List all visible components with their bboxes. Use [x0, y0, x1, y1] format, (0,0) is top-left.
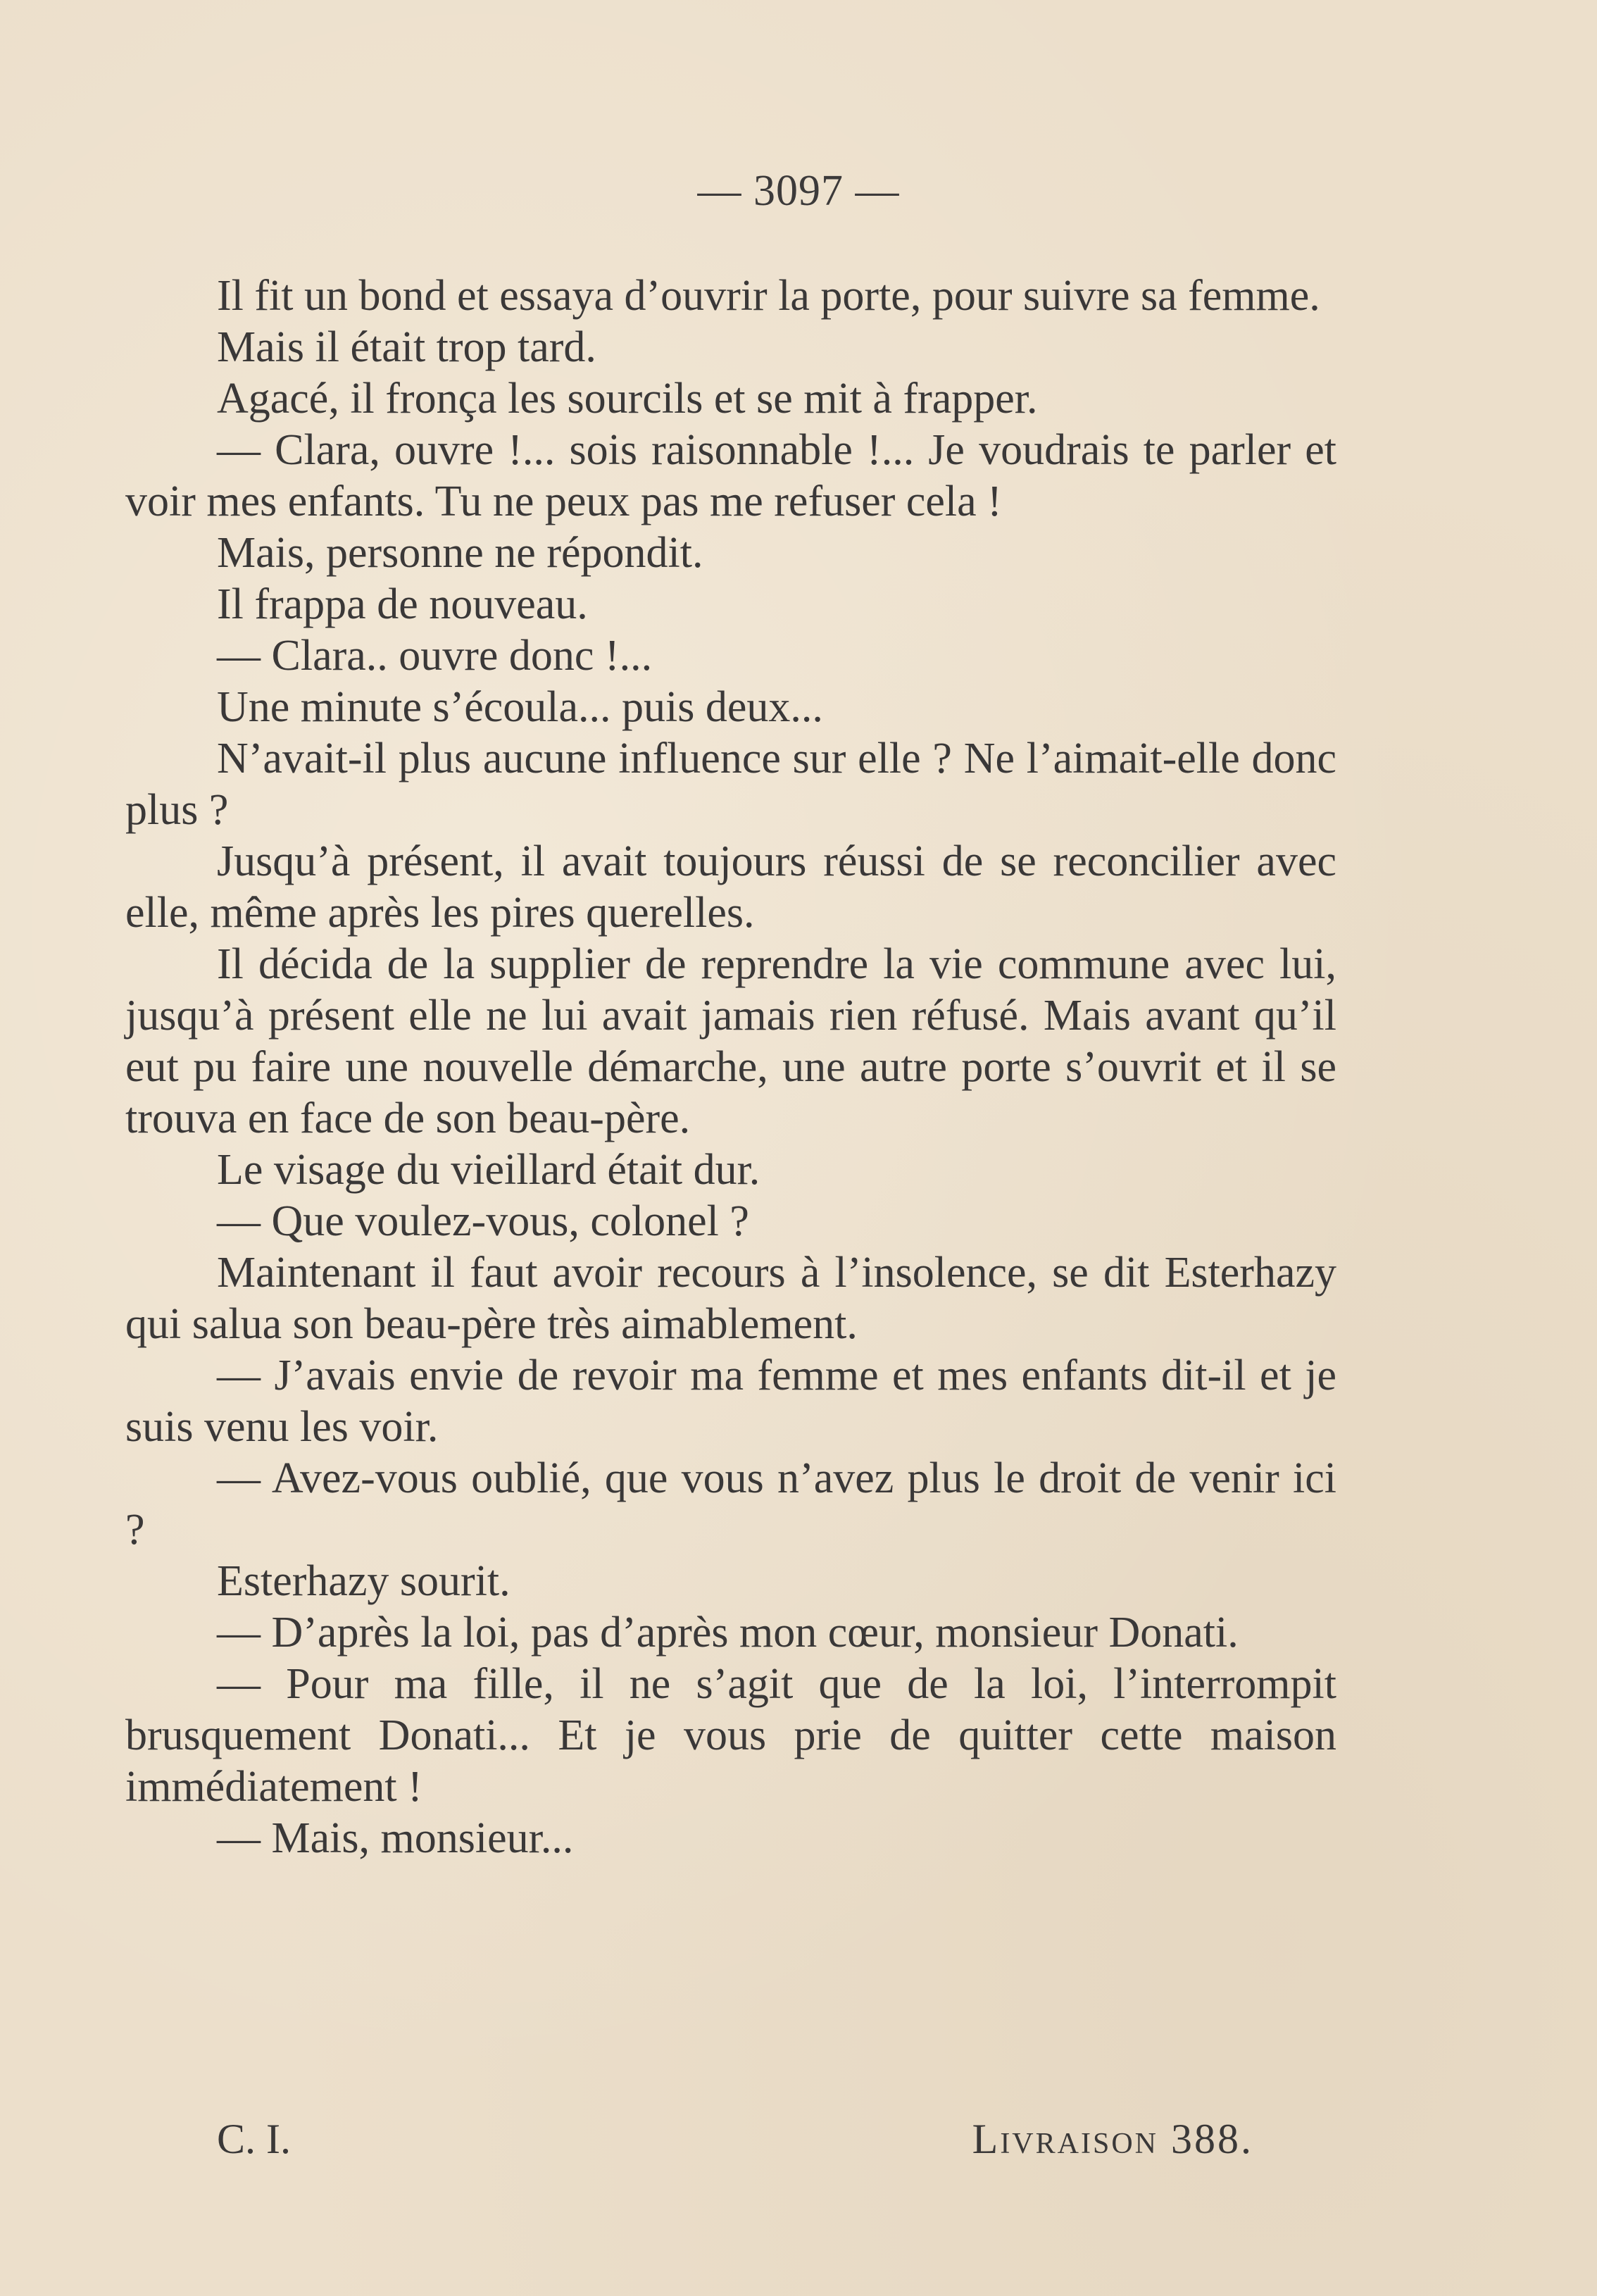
paragraph: N’avait-il plus aucune influence sur elle ? Ne l’aimait-elle donc plus ?: [125, 735, 1336, 834]
page-number: — 3097 —: [697, 167, 900, 215]
paragraph: — Avez-vous oublié, que vous n’avez plus le droit de venir ici ?: [125, 1454, 1336, 1554]
paragraph: — Clara.. ouvre donc !...: [217, 632, 653, 680]
paragraph: — Clara, ouvre !... sois raisonnable !... Je voudrais te parler et voir mes enfants. Tu ne peux pas me refuser cela !: [125, 426, 1336, 525]
paragraph: Une minute s’écoula... puis deux...: [217, 683, 823, 731]
paragraph: Maintenant il faut avoir recours à l’insolence, se dit Esterhazy qui salua son beau-père très aimablement.: [125, 1249, 1336, 1348]
paragraph: Mais il était trop tard.: [217, 323, 596, 371]
signature-mark: C. I.: [217, 2116, 291, 2162]
paragraph: Esterhazy sourit.: [217, 1557, 511, 1605]
paragraph: Mais, personne ne répondit.: [217, 529, 703, 577]
paragraph: — Que voulez-vous, colonel ?: [217, 1197, 749, 1245]
paragraph: — D’après la loi, pas d’après mon cœur, monsieur Donati.: [217, 1609, 1239, 1657]
paragraph: Il fit un bond et essaya d’ouvrir la porte, pour suivre sa femme.: [217, 272, 1320, 320]
paragraph: — Pour ma fille, il ne s’agit que de la loi, l’interrompit brusquement Donati... Et je vous prie de quitter cette maison immédiatement !: [125, 1660, 1336, 1811]
paragraph: Il décida de la supplier de reprendre la vie commune avec lui, jusqu’à présent elle ne lui avait jamais rien réfusé. Mais avant qu’il eut pu faire une nouvelle démarche, une autre porte s’ouvrit et il se trouva en face de son beau-père.: [125, 940, 1336, 1142]
paragraph: — Mais, monsieur...: [217, 1814, 574, 1862]
paragraph: Il frappa de nouveau.: [217, 580, 588, 628]
text-body: [125, 270, 1336, 1864]
paragraph: Jusqu’à présent, il avait toujours réussi de se reconcilier avec elle, même après les pires querelles.: [125, 837, 1336, 937]
paragraph: Agacé, il fronça les sourcils et se mit à frapper.: [217, 375, 1038, 423]
livraison-number: Livraison 388.: [972, 2116, 1253, 2162]
paragraph: Le visage du vieillard était dur.: [217, 1146, 760, 1194]
paragraph: — J’avais envie de revoir ma femme et mes enfants dit-il et je suis venu les voir.: [125, 1352, 1336, 1451]
